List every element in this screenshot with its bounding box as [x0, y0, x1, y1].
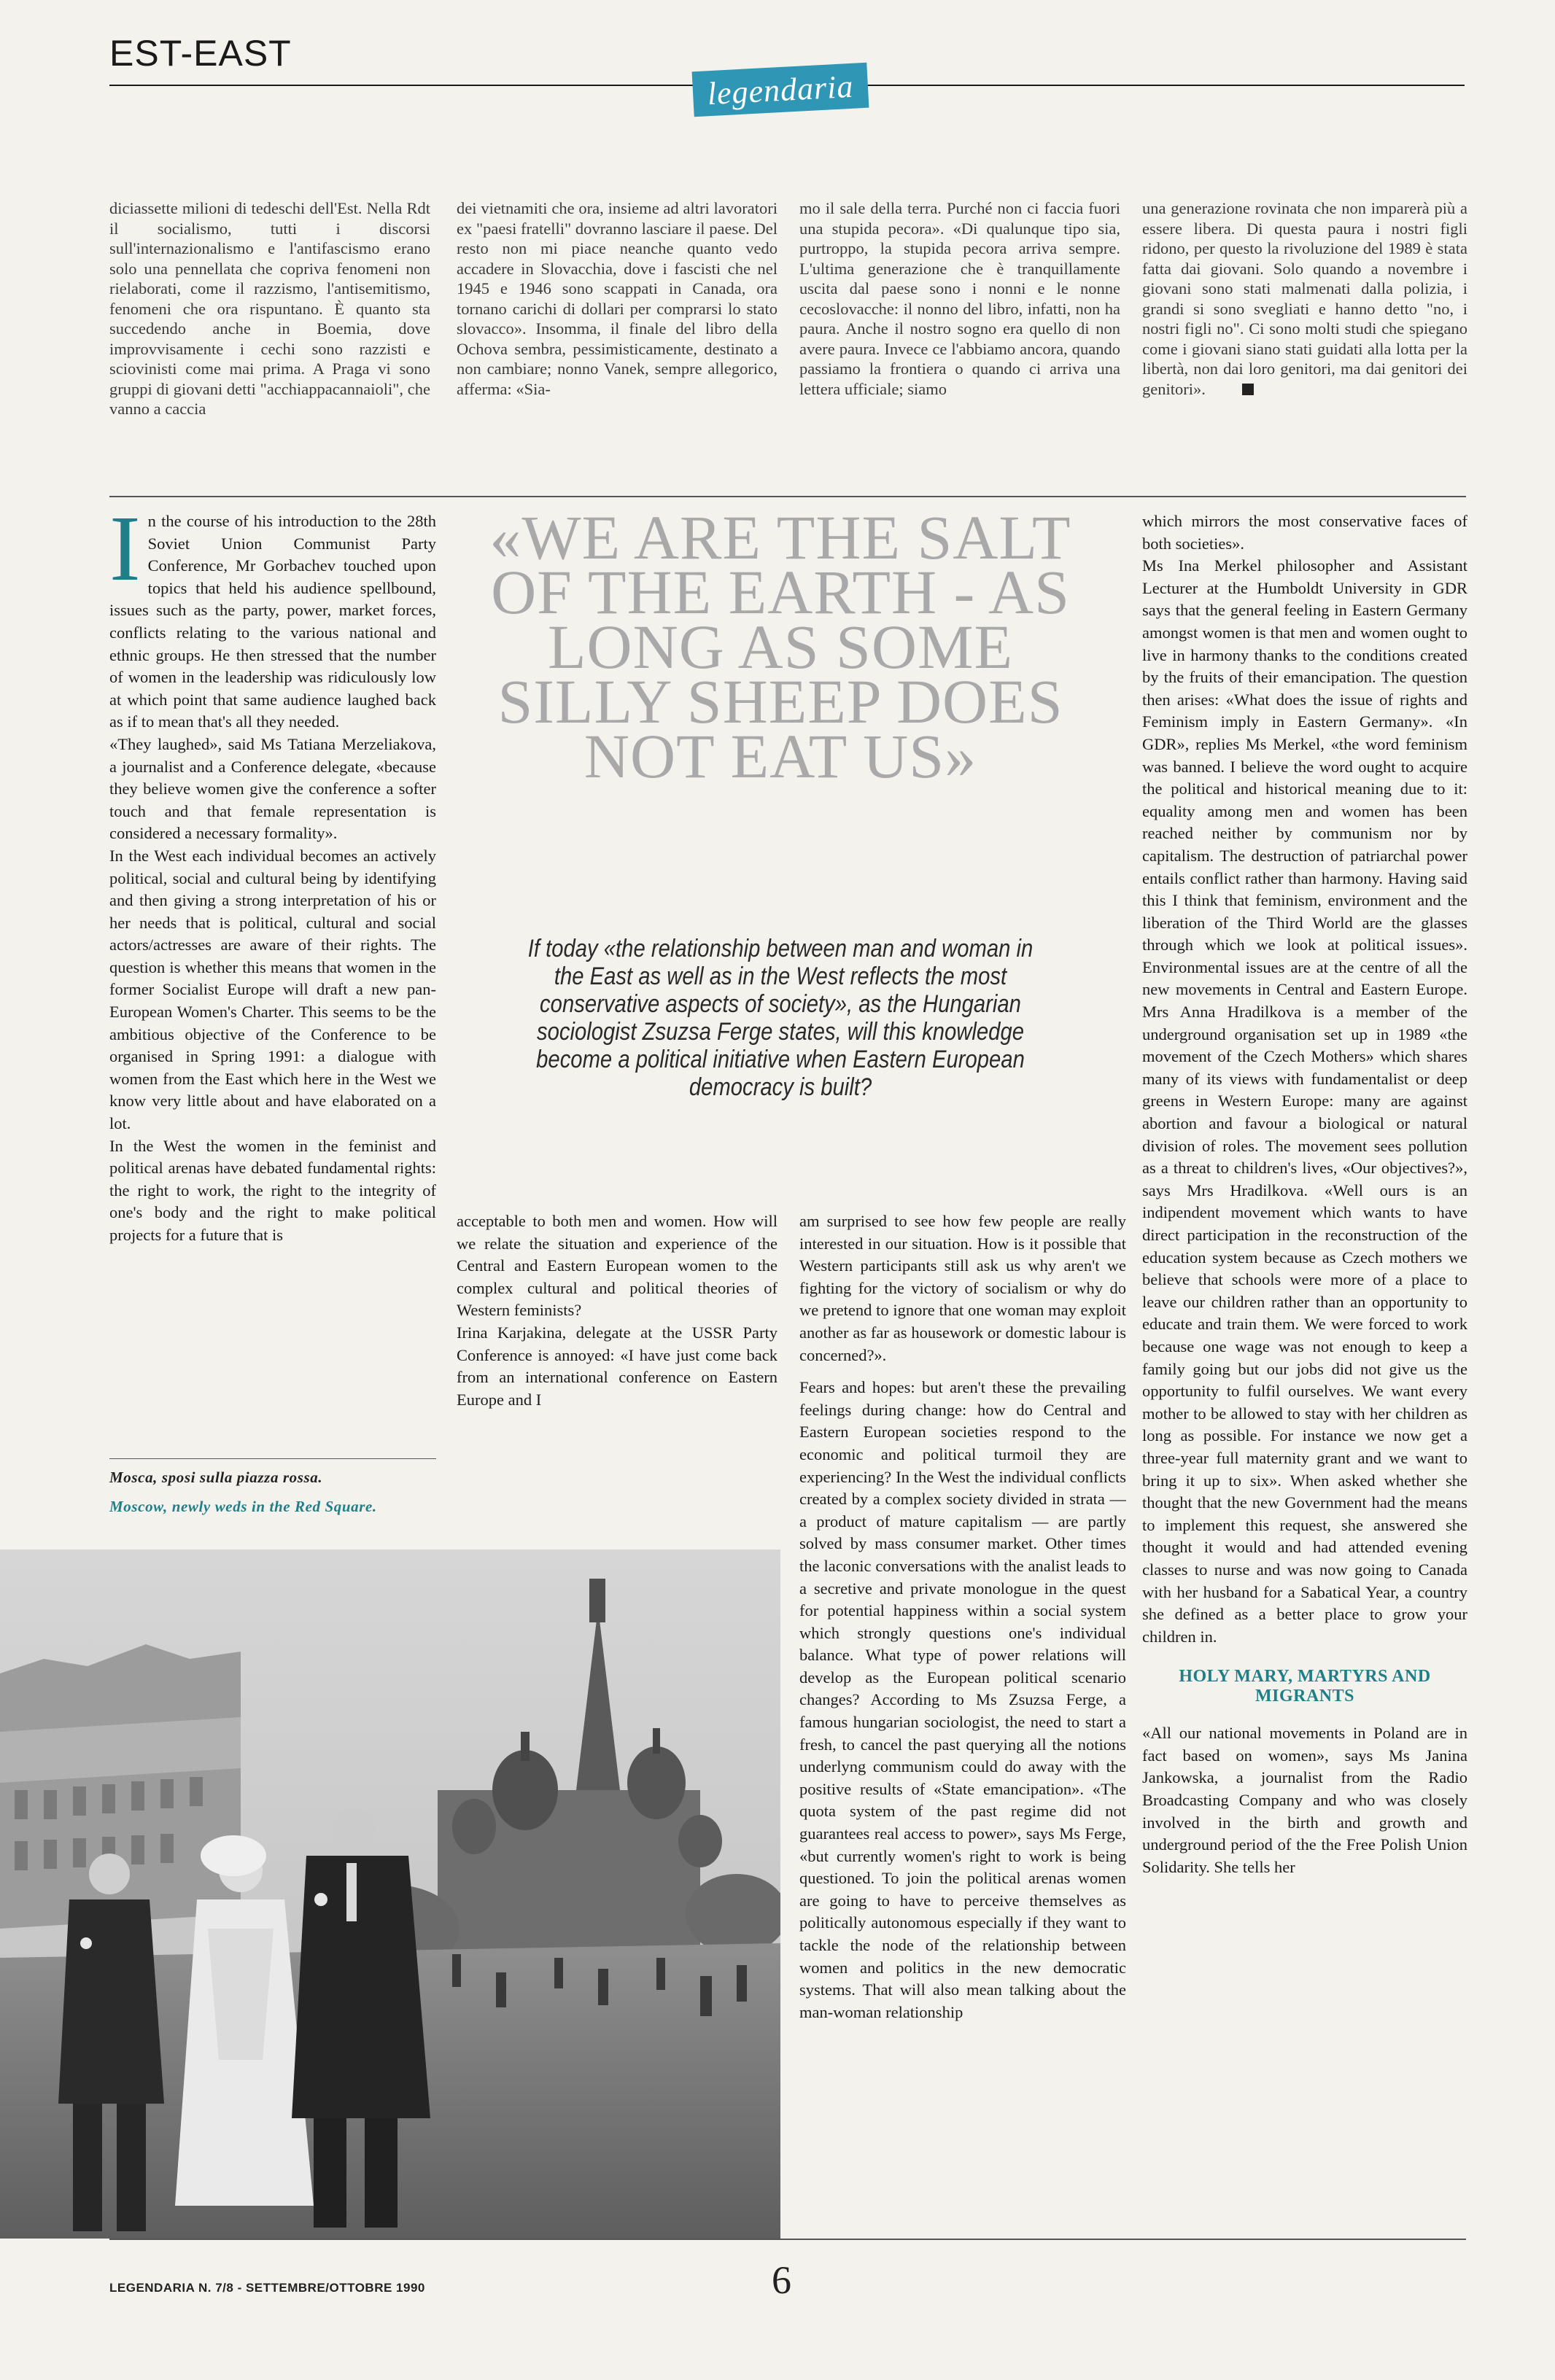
italian-column-4-text: una generazione rovinata che non imparerà più a essere libera. Di questa paura i nostri figli ridono, per questo la rivoluzione del 1989 è stata fatta dai giovani. Solo quando a novembre i giovani sono stati malmenati dalla polizia, i grandi si sono svegliati e hanno detto "no, i nostri figli no". Ci sono molti studi che spiegano come i giovani siano stati guidati alla lotta per la libertà, non dai loro genitori, ma dai genitori dei genitori». — [1142, 199, 1467, 398]
article-paragraph: Fears and hopes: but aren't these the prevailing feelings during change: how do Central and Eastern European societies respond to the economic and political turmoil they are experiencing? In the West the individual conflicts created by a complex society divided in strata — a product of mature capitalism — are partly solved by mass consumer market. Other times the laconic conversations with the analist leads to a secretive and private monologue in the quest for potential happiness within a social system which strongly questions one's individual balance. What type of power relations will develop as the European political scenario changes? According to Ms Zsuzsa Ferge, a famous hungarian sociologist, the need to start a fresh, to cancel the past querying all the notions underlyng communism could do away with the positive results of «State emancipation». «The quota system of the past regime did not guarantees real access to power», says Ms Ferge, «but currently women's right to work is being questioned. To join the political arenas women are going to have to perceive themselves as politically autonomous especially if they want to tackle the node of the relationship between women and politics in the new democratic systems. That will also mean talking about the man-woman relationship — [799, 1378, 1126, 2021]
caption-rule — [109, 1458, 436, 1459]
photo-red-square-wedding — [0, 1549, 780, 2239]
page-number: 6 — [772, 2258, 791, 2302]
photo-caption-italian: Mosca, sposi sulla piazza rossa. — [109, 1469, 323, 1486]
magazine-logo — [692, 63, 869, 117]
article-paragraph: n the course of his introduction to the 28th Soviet Union Communist Party Conference, Mr Gorbachev touched upon topics that held his audience spellbound, issues such as the party, power, market forces, conflicts relating to the various national and ethnic groups. He then stressed that the number of women in the leadership was ridiculously low at which point that same audience laughed back as if to mean that's all they needed. — [109, 512, 436, 731]
article-column-middle-1 — [457, 1210, 778, 1444]
paragraph-gap — [799, 1366, 1126, 1377]
band-divider — [109, 496, 1466, 497]
logo-text: legendaria — [706, 68, 855, 112]
italian-column-3: mo il sale della terra. Purché non ci faccia fuori una stupida pecora». «Di qualunque tipo sia, purtroppo, la stupida pecora arriva sempre. L'ultima generazione che è tranquillamente uscita dal paese sono i nonni e le nonne cecoslovacche: il nonno del libro, infatti, non ha paura. Anche il nostro sogno era quello di non avere paura. Invece ce l'abbiamo ancora, quando passiamo la frontiera o quando ci arriva una lettera ufficiale; siamo — [799, 199, 1120, 398]
article-paragraph: acceptable to both men and women. How will we relate the situation and experience of the Central and Eastern European women to the complex cultural and political theories of Western feminists? — [457, 1212, 778, 1320]
article-paragraph: «All our national movements in Poland are in fact based on women», says Ms Janina Jankowska, a journalist from the Radio Broadcasting Company and who was closely involved in the birth and growth and underground period of the the Free Polish Union Solidarity. She tells her — [1142, 1724, 1467, 1876]
article-paragraph: In the West the women in the feminist and political arenas have debated fundamental rights: the right to work, the right to the integrity of one's body and the right to make political projects for a future that is — [109, 1136, 436, 1244]
article-paragraph: am surprised to see how few people are really interested in our situation. How is it possible that Western participants still ask us why aren't we fighting for the victory of socialism or why do we pretend to ignore that one woman may exploit another as far as housework or domestic labour is concerned?». — [799, 1212, 1126, 1364]
article-column-right — [1142, 510, 1467, 2235]
italian-column-4 — [1142, 198, 1467, 474]
subheading: HOLY MARY, MARTYRS AND MIGRANTS — [1179, 1667, 1431, 1706]
photo-illustration — [0, 1549, 780, 2239]
section-title: EST-EAST — [109, 33, 292, 74]
article-paragraph: In the West each individual becomes an actively political, social and cultural being by identifying and then giving a strong interpretation of his or her needs that is political, cultural and social actors/actresses are aware of their rights. The question is whether this means that women in the former Socialist Europe will draft a new pan-European Women's Charter. This seems to be the ambitious objective of the Conference to be organised in Spring 1991: a dialogue with women from the East which here in the West we know very little about and have elaborated on a lot. — [109, 846, 436, 1133]
article-paragraph: «They laughed», said Ms Tatiana Merzeliakova, a journalist and a Conference delegate, «because they believe women give the conference a softer touch and that female representation is considered a necessary formality». — [109, 734, 436, 843]
article-paragraph: Ms Ina Merkel philosopher and Assistant Lecturer at the Humboldt University in GDR says that the general feeling in Eastern Germany amongst women is that men and women ought to live in harmony thanks to the conditions created by the fruits of their emancipation. The question then arises: «What does the issue of rights and Feminism imply in Eastern Germany». «In GDR», replies Ms Merkel, «the word feminism was banned. I believe the word ought to acquire the political and historical meaning due to it: equality among men and women has been reached neither by communism nor by capitalism. The destruction of patriarchal power entails conflict rather than harmony. Having said this I think that feminism, environment and the liberation of the Third World are the glasses through which we look at political issues». Environmental issues are at the centre of all the new movements in Central and Eastern Europe. Mrs Anna Hradilkova is a member of the underground organisation set up in 1989 «the movement of the Czech Mothers» which shares many of its views with fundamentalist or deep greens in Western Europe: many are against abortion and favour a biological or natural division of roles. The movement sees pollution as a threat to children's lives, «Our objectives?», says Mrs Hradilkova. «Well ours is an indipendent movement which wants to have direct participation in the reconstruction of the education system because as Czech mothers we believe that schools were more of a place to leave our children rather than an opportunity to educate and train them. We were forced to work because one wage was not enough to keep a family going but our jobs did not give us the opportunity to fulfil ourselves. We want every mother to be allowed to stay with her children as long as possible. For instance we now get a three-year full maternity grant and we want to bring it up to six». When asked whether she thought that the new Government had the means to implement this request, she answered she thought it would and had attended evening classes to nurse and was now going to Canada with her husband for a Sabatical Year, a country she defined as a better place to grow your children in. — [1142, 556, 1467, 1646]
article-paragraph: Irina Karjakina, delegate at the USSR Party Conference is annoyed: «I have just come back from an international conference on Eastern Europe and I — [457, 1323, 778, 1409]
footer-issue-info: LEGENDARIA N. 7/8 - SETTEMBRE/OTTOBRE 1990 — [109, 2281, 425, 2295]
end-of-article-mark — [1242, 384, 1254, 395]
pull-quote: «WE ARE THE SALT OF THE EARTH - AS LONG AS SOME SILLY SHEEP DOES NOT EAT US» — [489, 502, 1071, 791]
footer-rule — [109, 2239, 1466, 2240]
italian-column-1: diciassette milioni di tedeschi dell'Est. Nella Rdt il socialismo, tutti i discorsi sull'internazionalismo e l'antifascismo erano solo una pennellata che copriva fenomeni non rielaborati, come il razzismo, l'antisemitismo, fenomeni che ora rispuntano. È quanto sta succedendo anche in Boemia, dove improvvisamente i cechi sono razzisti e sciovinisti come mai prima. A Praga vi sono gruppi di giovani detti "acchiappacannaioli", che vanno a caccia — [109, 199, 430, 418]
photo-caption-english: Moscow, newly weds in the Red Square. — [109, 1498, 377, 1515]
article-column-middle-2 — [799, 1210, 1126, 2235]
article-column-left — [109, 510, 436, 1444]
article-paragraph: which mirrors the most conservative faces of both societies». — [1142, 512, 1467, 553]
drop-cap: I — [109, 510, 141, 600]
standfirst: If today «the relationship between man and woman in the East as well as in the West reflects the most conservative aspects of society», as the Hungarian sociologist Zsuzsa Ferge states, will this knowledge become a political initiative when Eastern European democracy is built? — [527, 935, 1034, 1101]
italian-column-2: dei vietnamiti che ora, insieme ad altri lavoratori ex "paesi fratelli" dovranno lasciare il paese. Del resto non mi piace neanche quanto vedo accadere in Slovacchia, dove i fascisti che nel 1945 e 1946 sono scappati in Canada, ora tornano carichi di dollari per comprarsi lo stato slovacco». Insomma, il finale del libro della Ochova sembra, pessimisticamente, destinato a non cambiare; nonno Vanek, sempre allegorico, afferma: «Sia- — [457, 199, 778, 398]
